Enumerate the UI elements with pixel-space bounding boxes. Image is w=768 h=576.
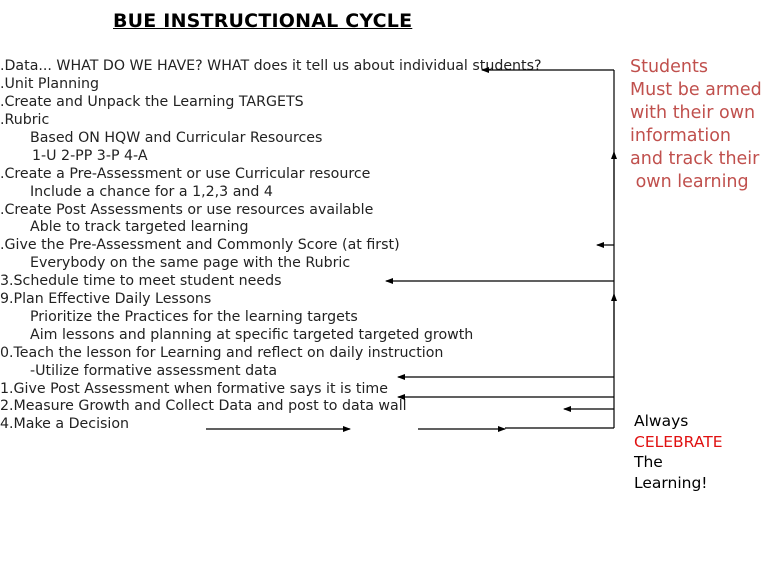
- step-5-pre-assessment: .Create a Pre-Assessment or use Curricular resource: [0, 166, 371, 182]
- step-1-data: .Data... WHAT DO WE HAVE? WHAT does it tell us about individual students?: [0, 58, 542, 74]
- step-11-post-assessment: 1.Give Post Assessment when formative says it is time: [0, 381, 388, 397]
- celebrate-line-learning: Learning!: [634, 473, 708, 492]
- step-8-schedule: 3.Schedule time to meet student needs: [0, 273, 282, 289]
- celebrate-line-the: The: [634, 453, 663, 472]
- page-title: BUE INSTRUCTIONAL CYCLE: [113, 10, 413, 32]
- step-10-detail: -Utilize formative assessment data: [30, 363, 278, 379]
- step-14-make-decision: 4.Make a Decision: [0, 416, 130, 432]
- celebrate-line-always: Always: [634, 412, 689, 430]
- step-2-unit-planning: .Unit Planning: [0, 76, 100, 92]
- students-note-line: and track their: [630, 149, 760, 169]
- step-12-measure-growth: 2.Measure Growth and Collect Data and post to data wall: [0, 398, 407, 414]
- students-note-line: Students: [630, 57, 709, 77]
- celebrate-line-celebrate: CELEBRATE: [634, 432, 723, 451]
- step-6-post-assessments: .Create Post Assessments or use resources available: [0, 202, 374, 218]
- step-10-teach: 0.Teach the lesson for Learning and reflect on daily instruction: [0, 345, 444, 361]
- step-4-detail-scale: 1-U 2-PP 3-P 4-A: [32, 148, 148, 164]
- step-4-detail-hqw: Based ON HQW and Curricular Resources: [30, 130, 323, 146]
- step-9-plan-lessons: 9.Plan Effective Daily Lessons: [0, 291, 212, 307]
- step-3-learning-targets: .Create and Unpack the Learning TARGETS: [0, 94, 304, 110]
- step-5-detail: Include a chance for a 1,2,3 and 4: [30, 184, 273, 200]
- students-note-line: own learning: [630, 172, 749, 192]
- step-9-detail-prioritize: Prioritize the Practices for the learning targets: [30, 309, 358, 325]
- students-note-line: Must be armed: [630, 80, 762, 100]
- step-6-detail: Able to track targeted learning: [30, 219, 249, 235]
- step-4-rubric: .Rubric: [0, 112, 50, 128]
- step-9-detail-aim: Aim lessons and planning at specific targeted targeted growth: [30, 327, 474, 343]
- step-7-detail: Everybody on the same page with the Rubric: [30, 255, 351, 271]
- students-note-line: information: [630, 126, 732, 146]
- students-note-line: with their own: [630, 103, 756, 123]
- step-7-give-pre-assessment: .Give the Pre-Assessment and Commonly Score (at first): [0, 237, 400, 253]
